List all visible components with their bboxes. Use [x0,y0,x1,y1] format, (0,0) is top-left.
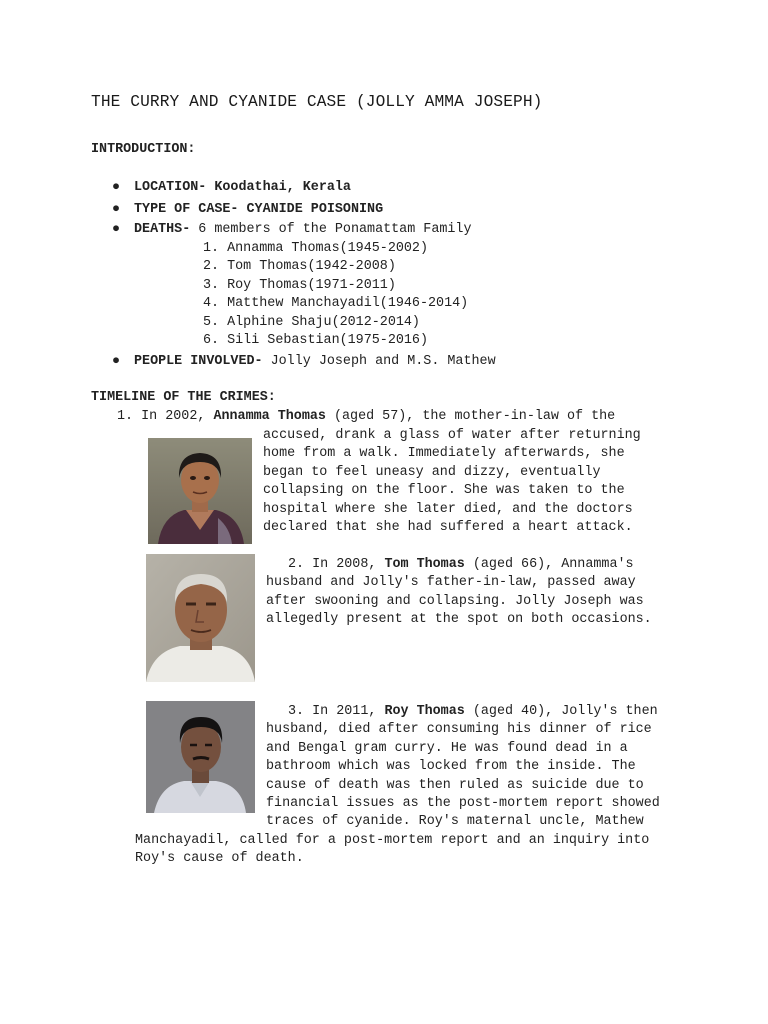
list-item: 5. Alphine Shaju(2012-2014) [203,314,420,330]
bullet-icon: ● [112,180,121,195]
entry1-body: accused, drank a glass of water after returning home from a walk. Immediately afterwards, she began to feel uneasy and dizzy, eventually collapsing on the floor. She was taken to the hospital where she later died, and the doctors declared that she had suffered a heart attack. [263,428,641,536]
entry3-continuation: Manchayadil, called for a post-mortem report and an inquiry into Roy's cause of death. [135,833,650,867]
location-text: LOCATION- Koodathai, Kerala [134,180,351,195]
location-item [112,180,351,195]
person-name: Tom Thomas [384,557,465,572]
roy-thomas-photo [146,701,255,813]
bullet-icon: ● [112,202,121,217]
people-label: PEOPLE INVOLVED- [134,354,263,369]
bullet-icon: ● [112,222,121,237]
bullet-icon: ● [112,354,121,369]
annamma-thomas-photo [148,438,252,544]
document-title: THE CURRY AND CYANIDE CASE (JOLLY AMMA JOSEPH) [91,93,543,111]
deaths-text: 6 members of the Ponamattam Family [190,222,472,237]
tom-thomas-photo [146,554,255,682]
deaths-item [112,222,472,237]
list-item: 6. Sili Sebastian(1975-2016) [203,332,428,348]
person-name: Annamma Thomas [213,409,326,424]
entry1-line1: 1. In 2002, Annamma Thomas (aged 57), the mother-in-law of the [117,409,616,424]
introduction-heading: INTRODUCTION: [91,142,196,157]
list-item: 3. Roy Thomas(1971-2011) [203,277,396,293]
list-item: 4. Matthew Manchayadil(1946-2014) [203,296,469,312]
entry2-text: 2. In 2008, Tom Thomas (aged 66), Annamma's husband and Jolly's father-in-law, passed away after swooning and collapsing. Jolly Joseph was allegedly present at the spot on both occasions. [266,557,652,628]
case-type-item [112,202,383,217]
people-text: Jolly Joseph and M.S. Mathew [262,354,496,369]
list-item: 1. Annamma Thomas(1945-2002) [203,241,428,256]
list-item: 2. Tom Thomas(1942-2008) [203,259,396,275]
entry3-text: 3. In 2011, Roy Thomas (aged 40), Jolly's then husband, died after consuming his dinner of rice and Bengal gram curry. He was found dead in a bathroom which was locked from the inside. The cause of death was then ruled as suicide due to financial issues as the post-mortem report showed traces of cyanide. Roy's maternal uncle, Mathew [266,704,660,830]
case-type-text: TYPE OF CASE- CYANIDE POISONING [134,202,384,217]
deaths-label: DEATHS- [134,222,191,237]
timeline-heading: TIMELINE OF THE CRIMES: [91,390,276,405]
deaths-list [203,240,468,350]
person-name: Roy Thomas [384,704,465,719]
people-item [112,354,496,369]
